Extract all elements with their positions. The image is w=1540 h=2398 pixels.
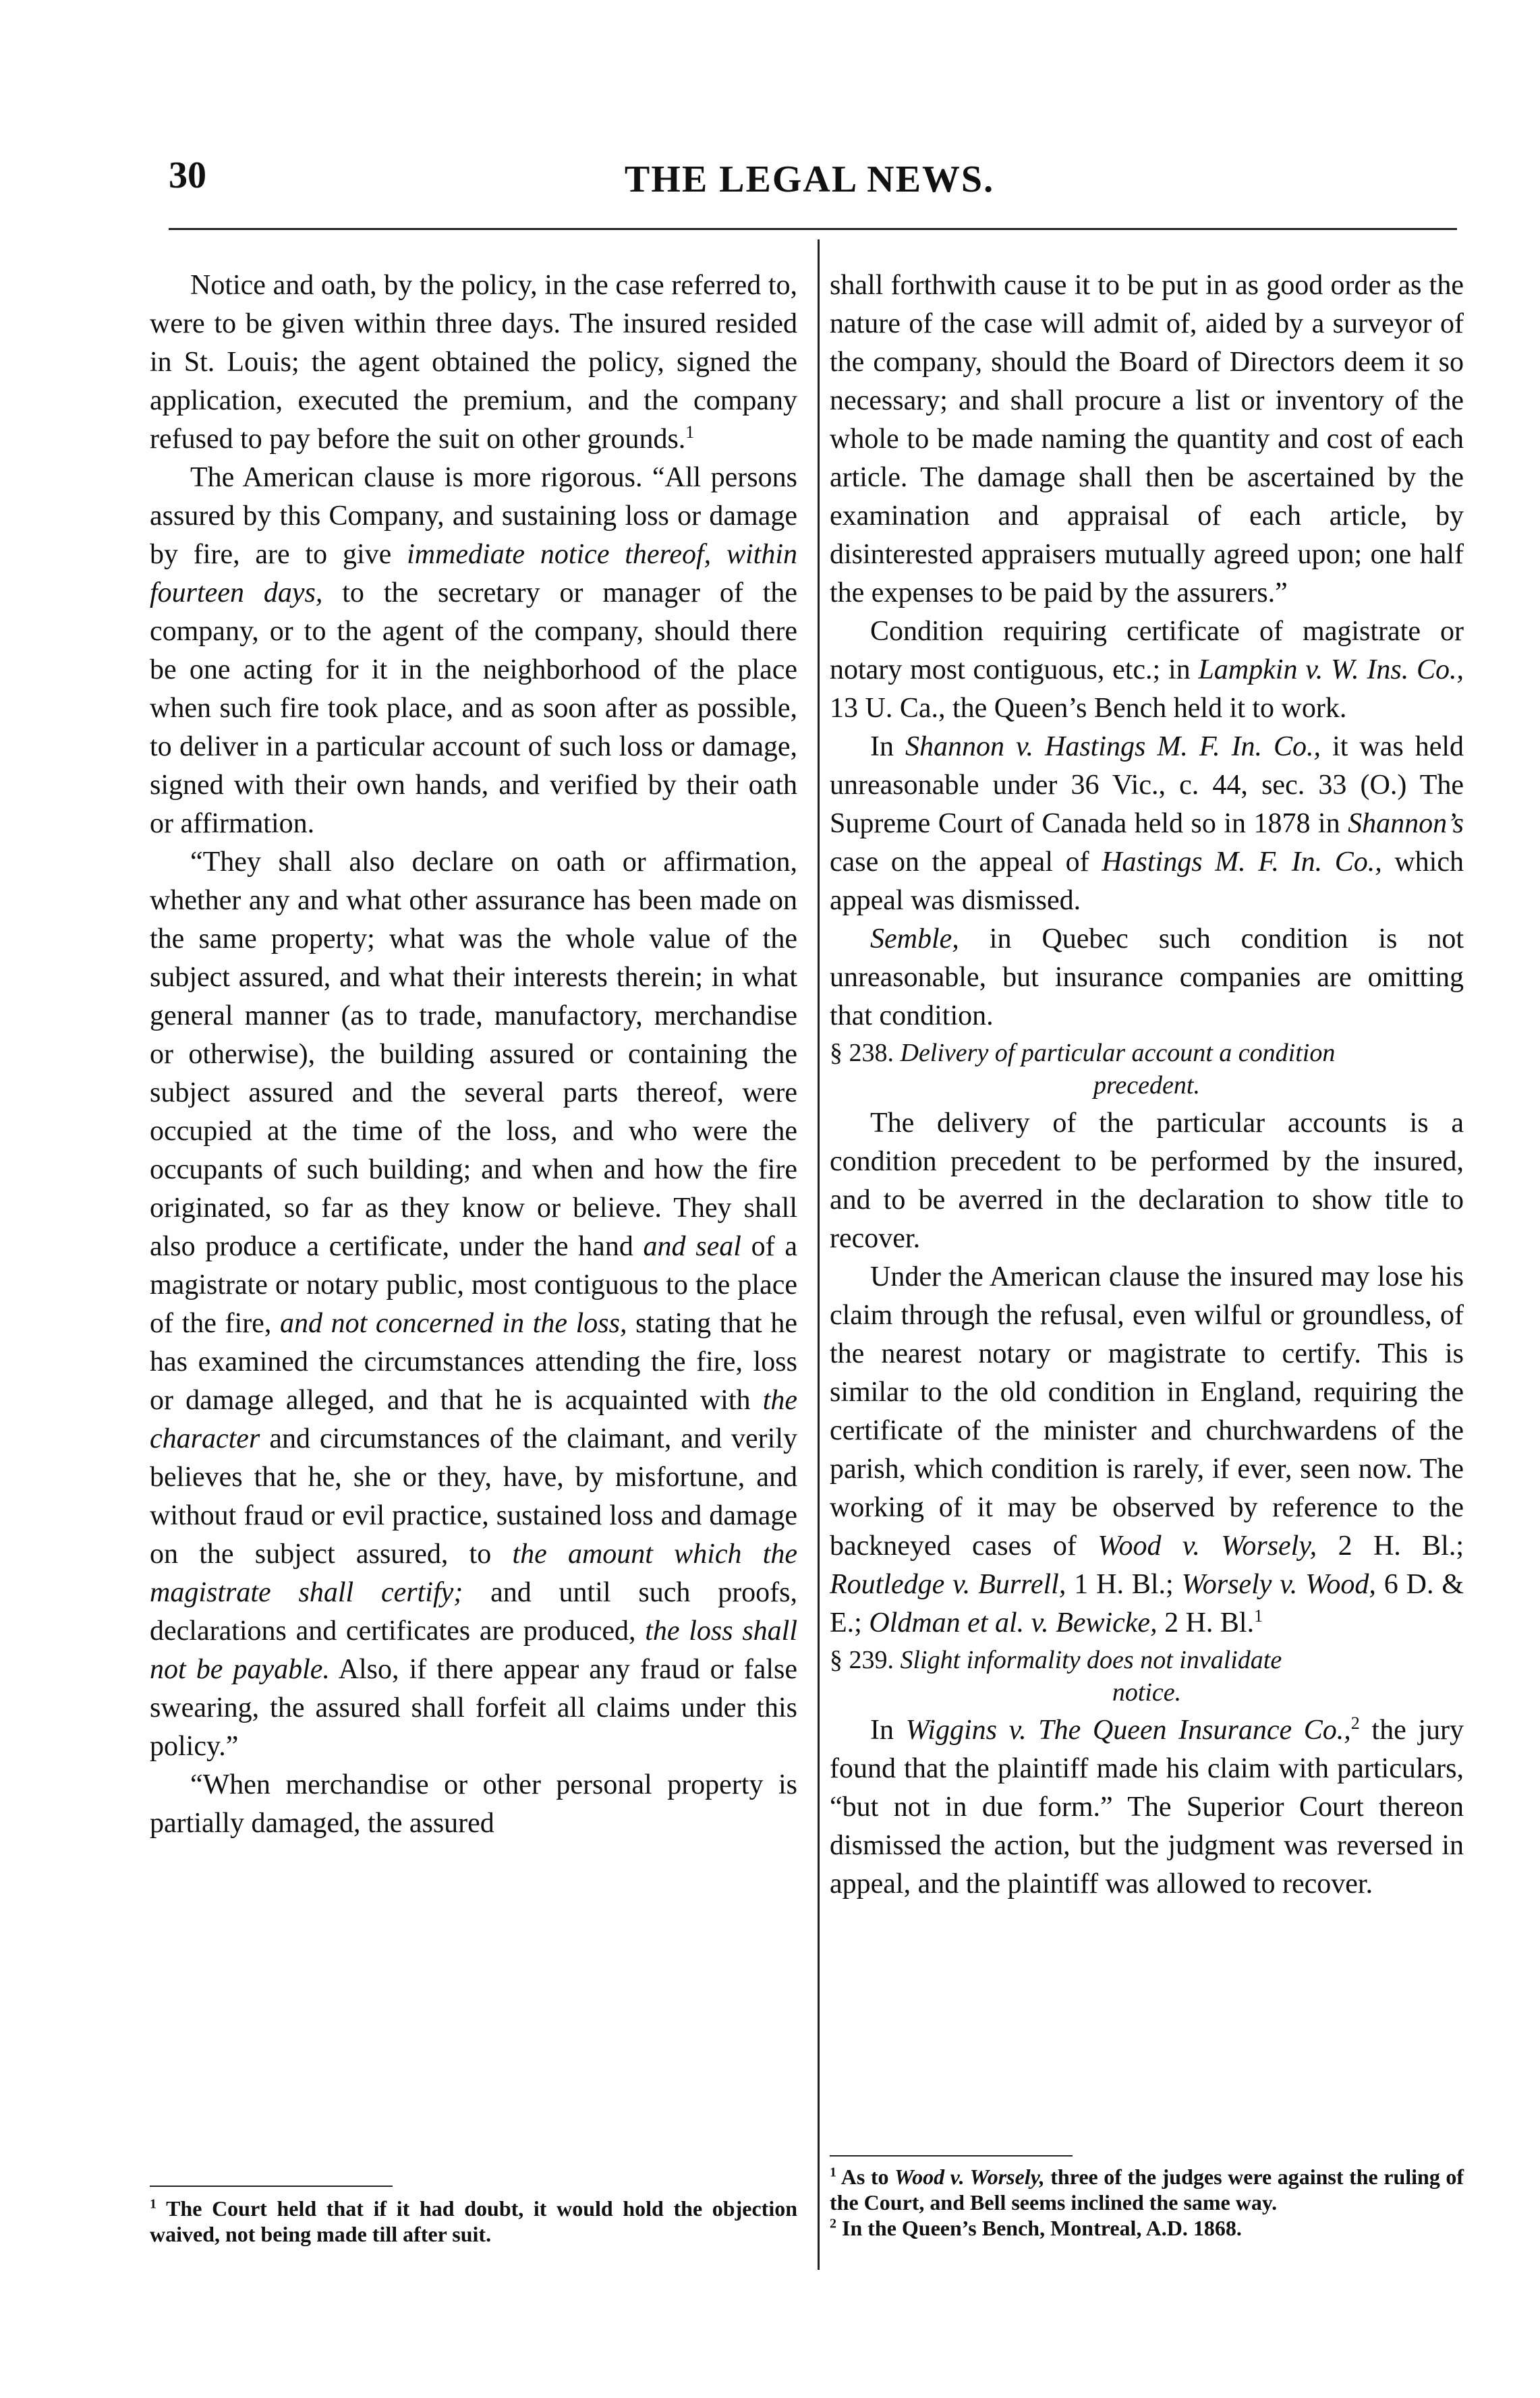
paragraph: In Shannon v. Hastings M. F. In. Co., it was held unreasonable under 36 Vic., c. 44, sec. 33 (O.) The Supreme Court of Canada held so in 1878 in Shannon’s case on the appeal of Hastings M. F. In. Co., which appeal was dismissed. [830,731,1464,916]
footnote-rule [830,2155,1073,2157]
page-header [169,154,1450,221]
section-heading-239: § 239. Slight informality does not invalidate notice. [830,1646,1282,1707]
paragraph: In Wiggins v. The Queen Insurance Co.,$^2$ the jury found that the plaintiff made his claim with particulars, “but not in due form.” The Superior Court thereon dismissed the action, but the judgment was reversed in appeal, and the plaintiff was allowed to recover. [830,1713,1464,1900]
paragraph: The American clause is more rigorous. “All persons assured by this Company, and sustaining loss or damage by fire, are to give immediate notice thereof, within fourteen days, to the secretary or manager of the company, or to the agent of the company, should there be one acting for it in the neighborhood of the place when such fire took place, and as soon after as possible, to deliver in a particular account of such loss or damage, signed with their own hands, and verified by their oath or affirmation. [150,462,798,839]
paragraph: shall forthwith cause it to be put in as good order as the nature of the case will admit of, aided by a surveyor of the company, should the Board of Directors deem it so necessary; and shall procure a list or inventory of the whole to be made naming the quantity and cost of each article. The damage shall then be ascertained by the examination and appraisal of each article, by disinterested appraisers mutually agreed upon; one half the expenses to be paid by the assurers.” [830,270,1464,608]
footnotes [830,2164,1464,2241]
paragraph: The delivery of the particular accounts is a condition precedent to be performed by the insured, and to be averred in the declaration to show title to recover. [830,1108,1464,1254]
footnote: $^1$ As to Wood v. Worsely, three of the judges were against the ruling of the Court, and Bell seems inclined the same way. [830,2165,1464,2215]
right-column [830,266,1464,1904]
section-heading-238: § 238. Delivery of particular account a condition precedent. [830,1039,1336,1100]
paragraph: Semble, in Quebec such condition is not unreasonable, but insurance companies are omitting that condition. [830,923,1464,1031]
paragraph: Under the American clause the insured may lose his claim through the refusal, even wilful or groundless, of the nearest notary or magistrate to certify. This is similar to the old condition in England, requiring the certificate of the minister and churchwardens of the parish, which condition is rarely, if ever, seen now. The working of it may be observed by reference to the backneyed cases of Wood v. Worsely, 2 H. Bl.; Routledge v. Burrell, 1 H. Bl.; Worsely v. Wood, 6 D. & E.; Oldman et al. v. Bewicke, 2 H. Bl.$^1$ [830,1261,1464,1638]
footnote: $^2$ In the Queen’s Bench, Montreal, A.D. 1868. [830,2216,1242,2240]
header-rule [169,228,1457,230]
page-number: 30 [169,154,206,196]
footnote-rule [150,2186,393,2187]
paragraph: Notice and oath, by the policy, in the case referred to, were to be given within three days. The insured resided in St. Louis; the agent obtained the policy, signed the application, executed the premium, and the company refused to pay before the suit on other grounds.$^1$ [150,270,797,455]
column-divider [818,239,820,2270]
footnote: $^1$ The Court held that if it had doubt, it would hold the objection waived, not being made till after suit. [150,2196,798,2246]
running-title: THE LEGAL NEWS. [624,159,995,200]
paragraph: “When merchandise or other personal property is partially damaged, the assured [150,1769,797,1839]
paragraph: “They shall also declare on oath or affirmation, whether any and what other assurance has been made on the same property; what was the whole value of the subject assured, and what their interests therein; in what general manner (as to trade, manufactory, merchandise or otherwise), the building assured or containing the subject assured and the several parts thereof, were occupied at the time of the loss, and who were the occupants of such building; and when and how the fire originated, so far as they know or believe. They shall also produce a certificate, under the hand and seal of a magistrate or notary public, most contiguous to the place of the fire, and not concerned in the loss, stating that he has examined the circumstances attending the fire, loss or damage alleged, and that he is acquainted with the character and circumstances of the claimant, and verily believes that he, she or they, have, by misfortune, and without fraud or evil practice, sustained loss and damage on the subject assured, to the amount which the magistrate shall certify; and until such proofs, declarations and certificates are produced, the loss shall not be payable. Also, if there appear any fraud or false swearing, the assured shall forfeit all claims under this policy.” [150,847,798,1762]
paragraph: Condition requiring certificate of magistrate or notary most contiguous, etc.; in Lampkin v. W. Ins. Co., 13 U. Ca., the Queen’s Bench held it to work. [830,616,1464,724]
left-column [150,266,797,1843]
